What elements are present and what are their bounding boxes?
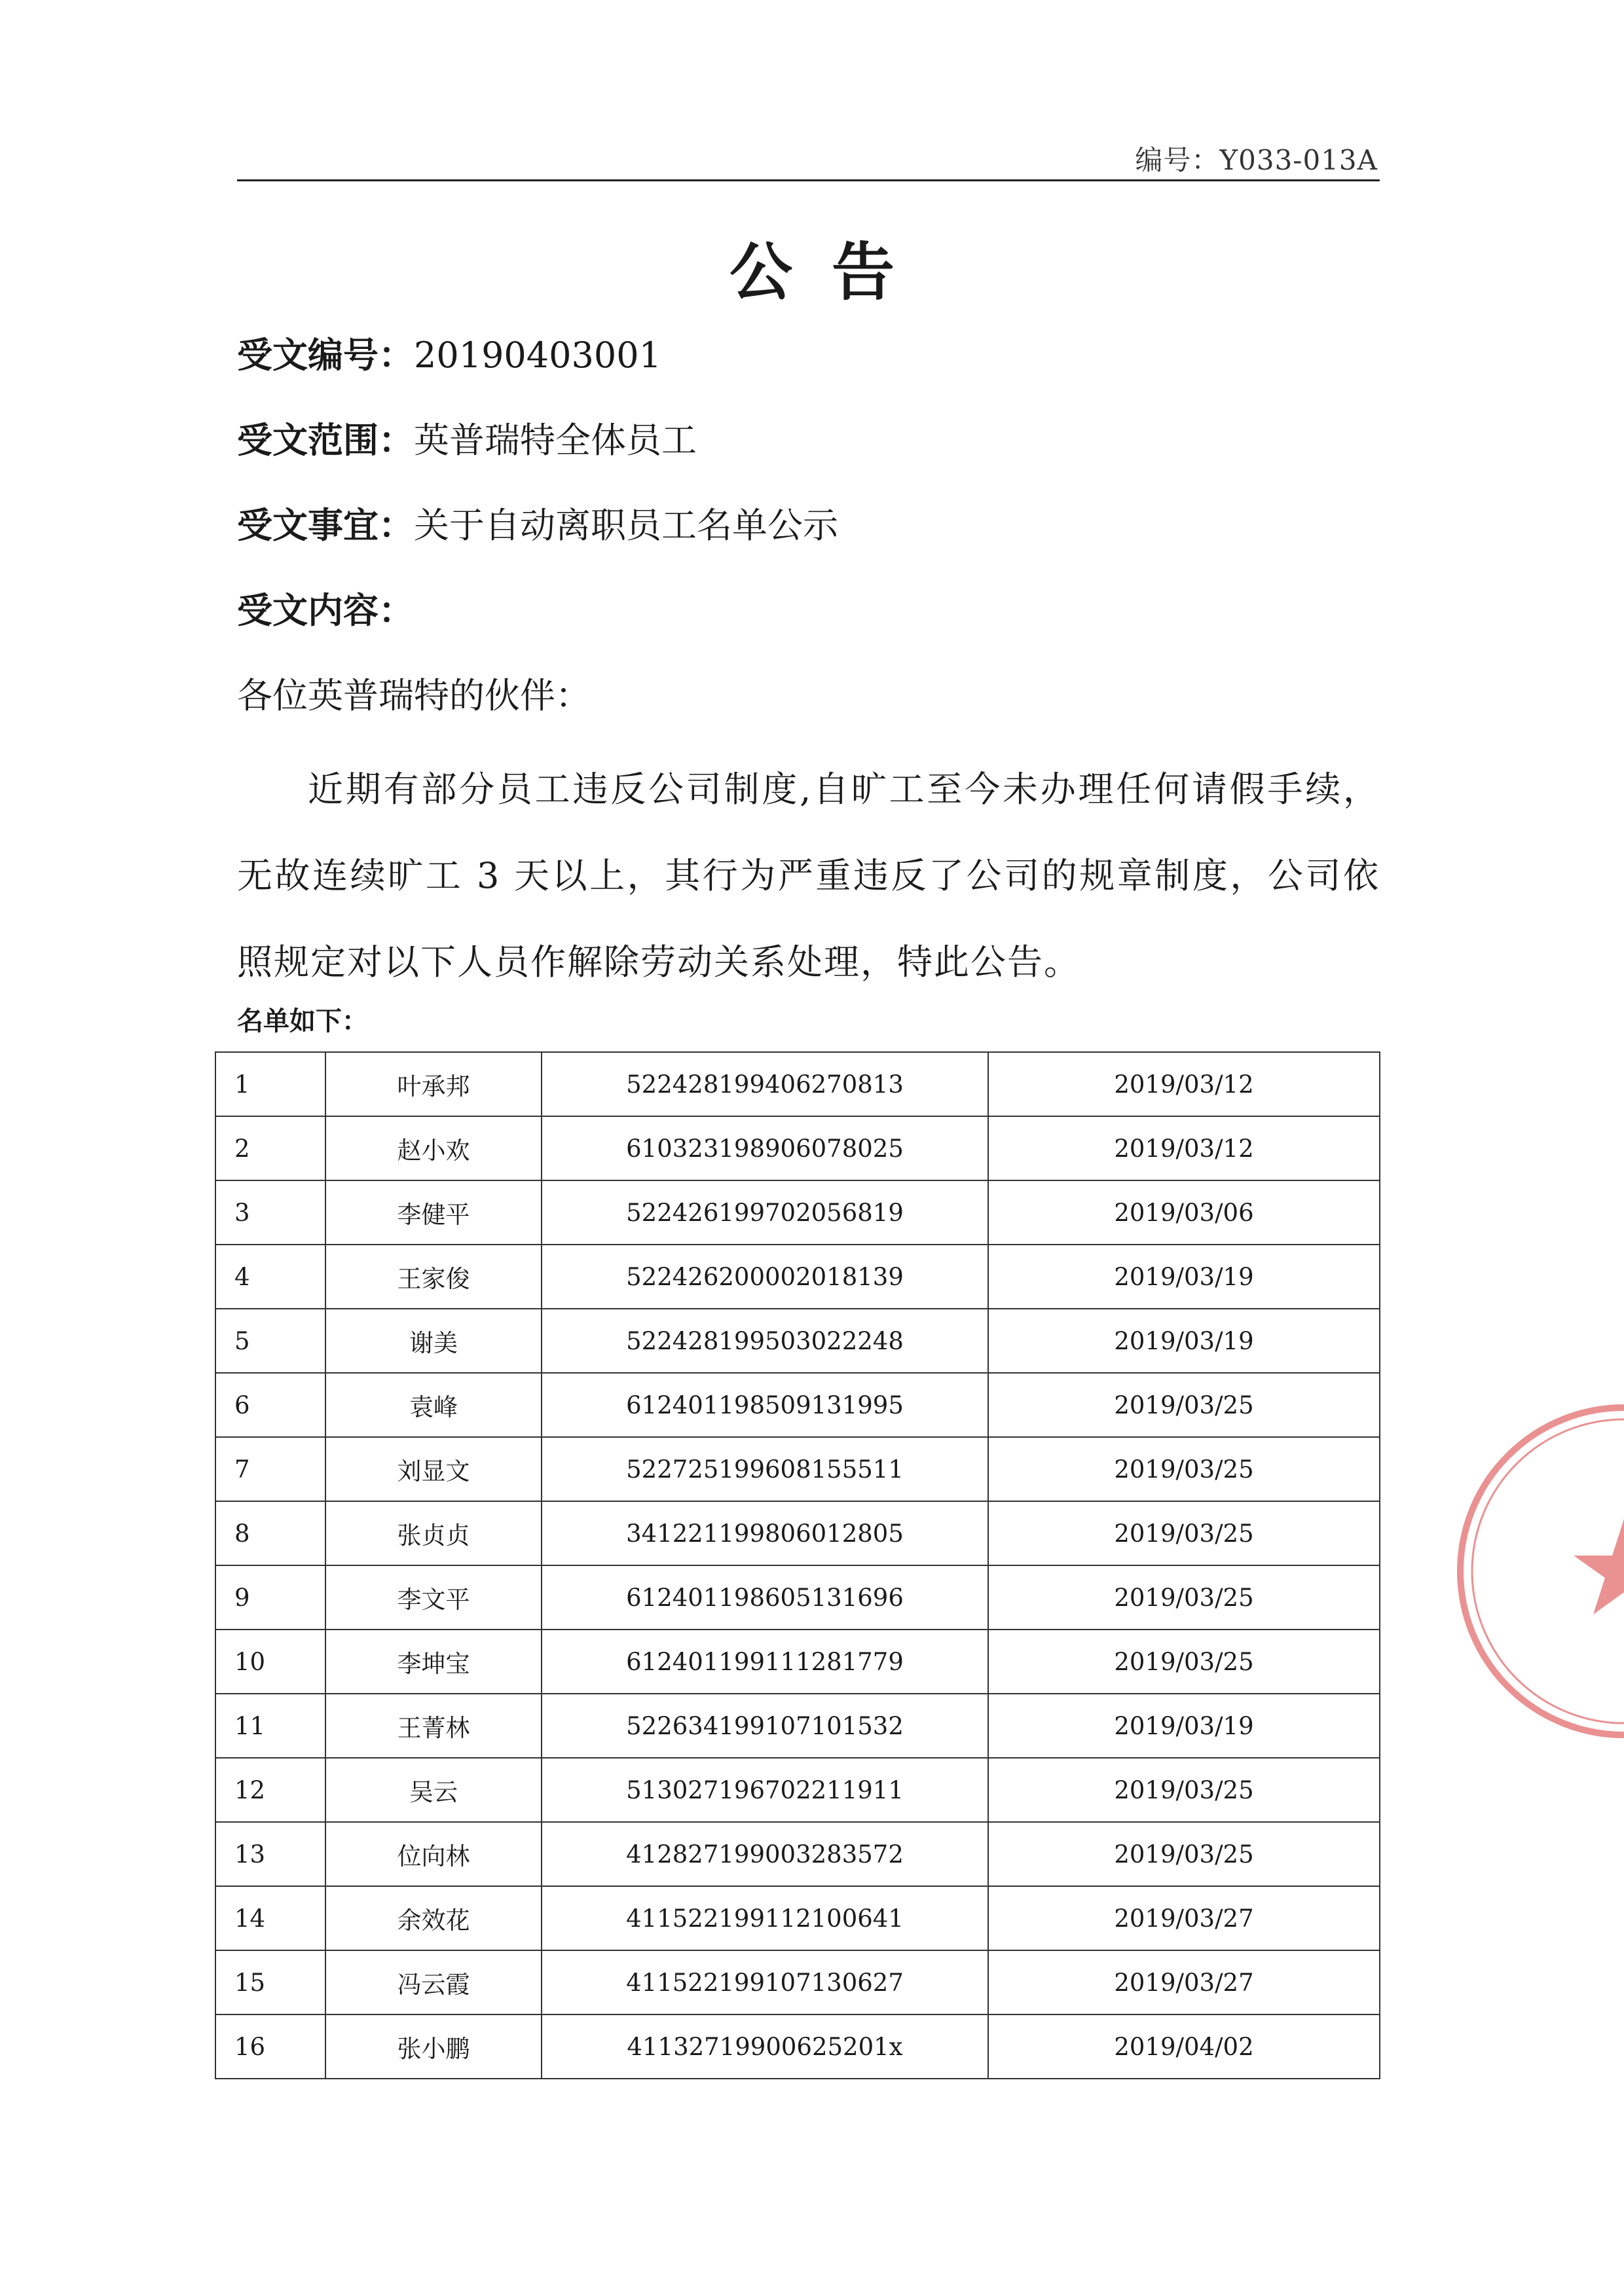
header-divider bbox=[237, 179, 1380, 181]
cell-id-number: 612401198605131696 bbox=[542, 1565, 988, 1630]
cell-id-number: 612401199111281779 bbox=[542, 1630, 988, 1694]
table-row bbox=[215, 1758, 1380, 1822]
greeting: 各位英普瑞特的伙伴： bbox=[237, 675, 591, 716]
cell-index: 9 bbox=[215, 1565, 325, 1630]
field-content bbox=[237, 583, 414, 633]
cell-date: 2019/03/06 bbox=[988, 1180, 1380, 1245]
cell-name: 刘显文 bbox=[325, 1437, 542, 1501]
cell-name: 李文平 bbox=[325, 1565, 542, 1630]
cell-name: 位向林 bbox=[325, 1822, 542, 1886]
cell-name: 王家俊 bbox=[325, 1245, 542, 1309]
table-row bbox=[215, 1501, 1380, 1565]
page-title: 公告 bbox=[729, 236, 934, 309]
cell-index: 1 bbox=[215, 1052, 325, 1116]
roster-table-body bbox=[215, 1052, 1380, 2079]
cell-date: 2019/03/27 bbox=[988, 1950, 1380, 2014]
company-seal bbox=[1441, 1388, 1624, 1755]
cell-date: 2019/03/27 bbox=[988, 1886, 1380, 1950]
cell-index: 5 bbox=[215, 1309, 325, 1373]
field-scope-value: 英普瑞特全体员工 bbox=[414, 420, 697, 461]
cell-index: 3 bbox=[215, 1180, 325, 1245]
cell-name: 吴云 bbox=[325, 1758, 542, 1822]
table-row bbox=[215, 1116, 1380, 1180]
table-row bbox=[215, 1245, 1380, 1309]
field-subject-value: 关于自动离职员工名单公示 bbox=[414, 505, 838, 546]
cell-date: 2019/03/19 bbox=[988, 1309, 1380, 1373]
cell-id-number: 41132719900625201x bbox=[542, 2014, 988, 2079]
cell-id-number: 522426200002018139 bbox=[542, 1245, 988, 1309]
cell-index: 13 bbox=[215, 1822, 325, 1886]
cell-id-number: 522634199107101532 bbox=[542, 1694, 988, 1758]
table-row bbox=[215, 1694, 1380, 1758]
cell-index: 14 bbox=[215, 1886, 325, 1950]
field-content-label: 受文内容： bbox=[237, 590, 414, 631]
star-icon bbox=[1574, 1519, 1624, 1614]
table-row bbox=[215, 1630, 1380, 1694]
cell-name: 冯云霞 bbox=[325, 1950, 542, 2014]
field-doc-no-label: 受文编号： bbox=[237, 335, 414, 376]
table-row bbox=[215, 1565, 1380, 1630]
cell-name: 李健平 bbox=[325, 1180, 542, 1245]
cell-id-number: 522725199608155511 bbox=[542, 1437, 988, 1501]
cell-index: 2 bbox=[215, 1116, 325, 1180]
cell-index: 7 bbox=[215, 1437, 325, 1501]
table-row bbox=[215, 1180, 1380, 1245]
cell-name: 李坤宝 bbox=[325, 1630, 542, 1694]
table-row bbox=[215, 1373, 1380, 1437]
table-row bbox=[215, 1822, 1380, 1886]
cell-date: 2019/03/25 bbox=[988, 1630, 1380, 1694]
roster-table bbox=[215, 1051, 1380, 2079]
cell-index: 8 bbox=[215, 1501, 325, 1565]
cell-id-number: 610323198906078025 bbox=[542, 1116, 988, 1180]
cell-date: 2019/03/25 bbox=[988, 1501, 1380, 1565]
cell-id-number: 522428199406270813 bbox=[542, 1052, 988, 1116]
cell-date: 2019/03/25 bbox=[988, 1437, 1380, 1501]
table-row bbox=[215, 1950, 1380, 2014]
cell-date: 2019/03/19 bbox=[988, 1694, 1380, 1758]
cell-date: 2019/03/25 bbox=[988, 1565, 1380, 1630]
cell-id-number: 341221199806012805 bbox=[542, 1501, 988, 1565]
list-caption: 名单如下： bbox=[237, 1006, 368, 1036]
document-number: 编号：Y033-013A bbox=[1135, 144, 1378, 176]
cell-name: 余效花 bbox=[325, 1886, 542, 1950]
cell-index: 15 bbox=[215, 1950, 325, 2014]
cell-id-number: 411522199107130627 bbox=[542, 1950, 988, 2014]
cell-name: 叶承邦 bbox=[325, 1052, 542, 1116]
table-row bbox=[215, 1052, 1380, 1116]
cell-id-number: 522428199503022248 bbox=[542, 1309, 988, 1373]
table-row bbox=[215, 1309, 1380, 1373]
cell-index: 10 bbox=[215, 1630, 325, 1694]
field-doc-no bbox=[237, 327, 661, 378]
cell-id-number: 522426199702056819 bbox=[542, 1180, 988, 1245]
cell-date: 2019/03/12 bbox=[988, 1116, 1380, 1180]
cell-index: 16 bbox=[215, 2014, 325, 2079]
cell-name: 赵小欢 bbox=[325, 1116, 542, 1180]
table-row bbox=[215, 1437, 1380, 1501]
field-doc-no-value: 20190403001 bbox=[414, 335, 661, 376]
cell-id-number: 513027196702211911 bbox=[542, 1758, 988, 1822]
field-scope bbox=[237, 412, 697, 463]
cell-name: 袁峰 bbox=[325, 1373, 542, 1437]
cell-name: 王菁林 bbox=[325, 1694, 542, 1758]
cell-date: 2019/03/12 bbox=[988, 1052, 1380, 1116]
cell-date: 2019/03/25 bbox=[988, 1822, 1380, 1886]
field-subject bbox=[237, 498, 838, 548]
cell-id-number: 612401198509131995 bbox=[542, 1373, 988, 1437]
cell-index: 6 bbox=[215, 1373, 325, 1437]
cell-date: 2019/03/19 bbox=[988, 1245, 1380, 1309]
cell-name: 张小鹏 bbox=[325, 2014, 542, 2079]
field-subject-label: 受文事宜： bbox=[237, 505, 414, 546]
cell-name: 张贞贞 bbox=[325, 1501, 542, 1565]
cell-date: 2019/04/02 bbox=[988, 2014, 1380, 2079]
notice-body: 近期有部分员工违反公司制度,自旷工至今未办理任何请假手续，无故连续旷工 3 天以上，其行为严重违反了公司的规章制度，公司依照规定对以下人员作解除劳动关系处理，特此公告。 bbox=[237, 769, 1380, 983]
table-row bbox=[215, 2014, 1380, 2079]
cell-date: 2019/03/25 bbox=[988, 1758, 1380, 1822]
cell-index: 11 bbox=[215, 1694, 325, 1758]
cell-index: 4 bbox=[215, 1245, 325, 1309]
cell-id-number: 411522199112100641 bbox=[542, 1886, 988, 1950]
table-row bbox=[215, 1886, 1380, 1950]
cell-index: 12 bbox=[215, 1758, 325, 1822]
cell-id-number: 412827199003283572 bbox=[542, 1822, 988, 1886]
field-scope-label: 受文范围： bbox=[237, 420, 414, 461]
cell-date: 2019/03/25 bbox=[988, 1373, 1380, 1437]
cell-name: 谢美 bbox=[325, 1309, 542, 1373]
